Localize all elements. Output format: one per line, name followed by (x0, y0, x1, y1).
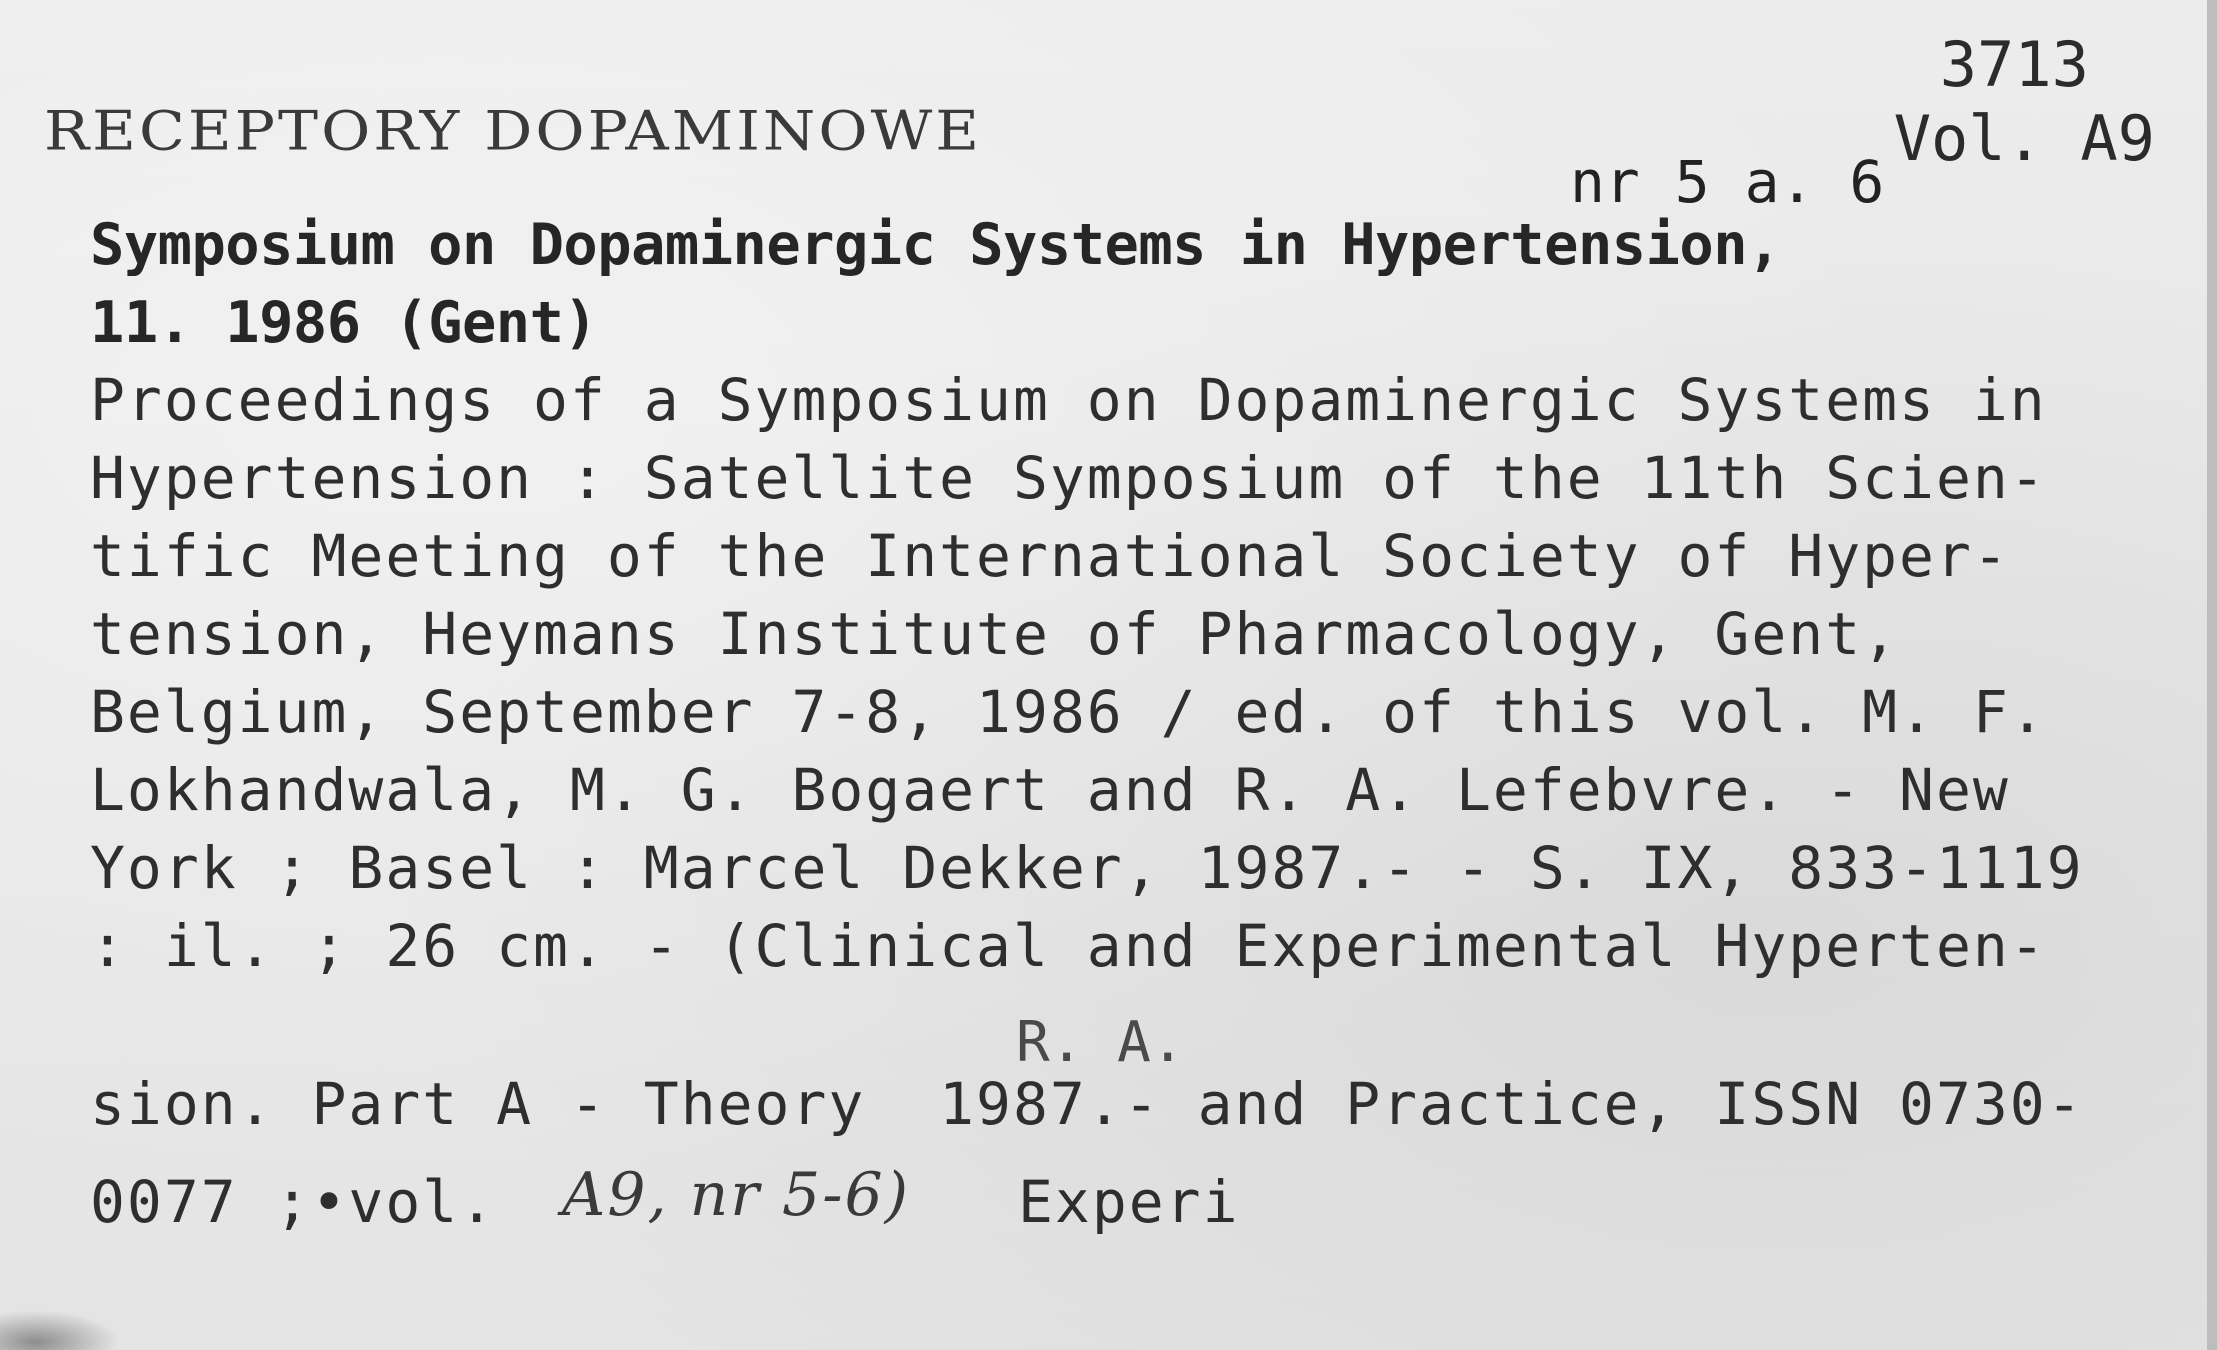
body-line-1: Proceedings of a Symposium on Dopaminergic Systems in (90, 366, 2047, 434)
final-line-1: sion. Part A - Theory 1987.- and Practice, ISSN 0730- (90, 1070, 2084, 1138)
body-line-8: : il. ; 26 cm. - (Clinical and Experimental Hyperten- (90, 912, 2047, 980)
body-line-3: tific Meeting of the International Society of Hyper- (90, 522, 2010, 590)
title-line-1: Symposium on Dopaminergic Systems in Hypertension, (90, 212, 1781, 278)
body-line-5: Belgium, September 7-8, 1986 / ed. of this vol. M. F. (90, 678, 2047, 746)
handwritten-note: A9, nr 5-6) (562, 1160, 911, 1230)
body-line-7: York ; Basel : Marcel Dekker, 1987.- - S. IX, 833-1119 (90, 834, 2084, 902)
volume-code: Vol. A9 (1893, 102, 2155, 175)
card-edge (2207, 0, 2217, 1350)
trailing-text: Experi (1018, 1168, 1240, 1236)
issue-note: nr 5 a. 6 (1570, 148, 1885, 216)
title-line-2: 11. 1986 (Gent) (90, 290, 598, 356)
body-line-6: Lokhandwala, M. G. Bogaert and R. A. Lefebvre. - New (90, 756, 2010, 824)
call-number: 3713 (1939, 28, 2089, 101)
body-line-4: tension, Heymans Institute of Pharmacology, Gent, (90, 600, 1900, 668)
body-line-2: Hypertension : Satellite Symposium of the 11th Scien- (90, 444, 2047, 512)
corner-stain (0, 1310, 120, 1350)
interlinear-note: R. A. (1016, 1010, 1185, 1075)
subject-heading: RECEPTORY DOPAMINOWE (44, 100, 983, 163)
final-line-2: 0077 ;•vol. (90, 1168, 497, 1236)
